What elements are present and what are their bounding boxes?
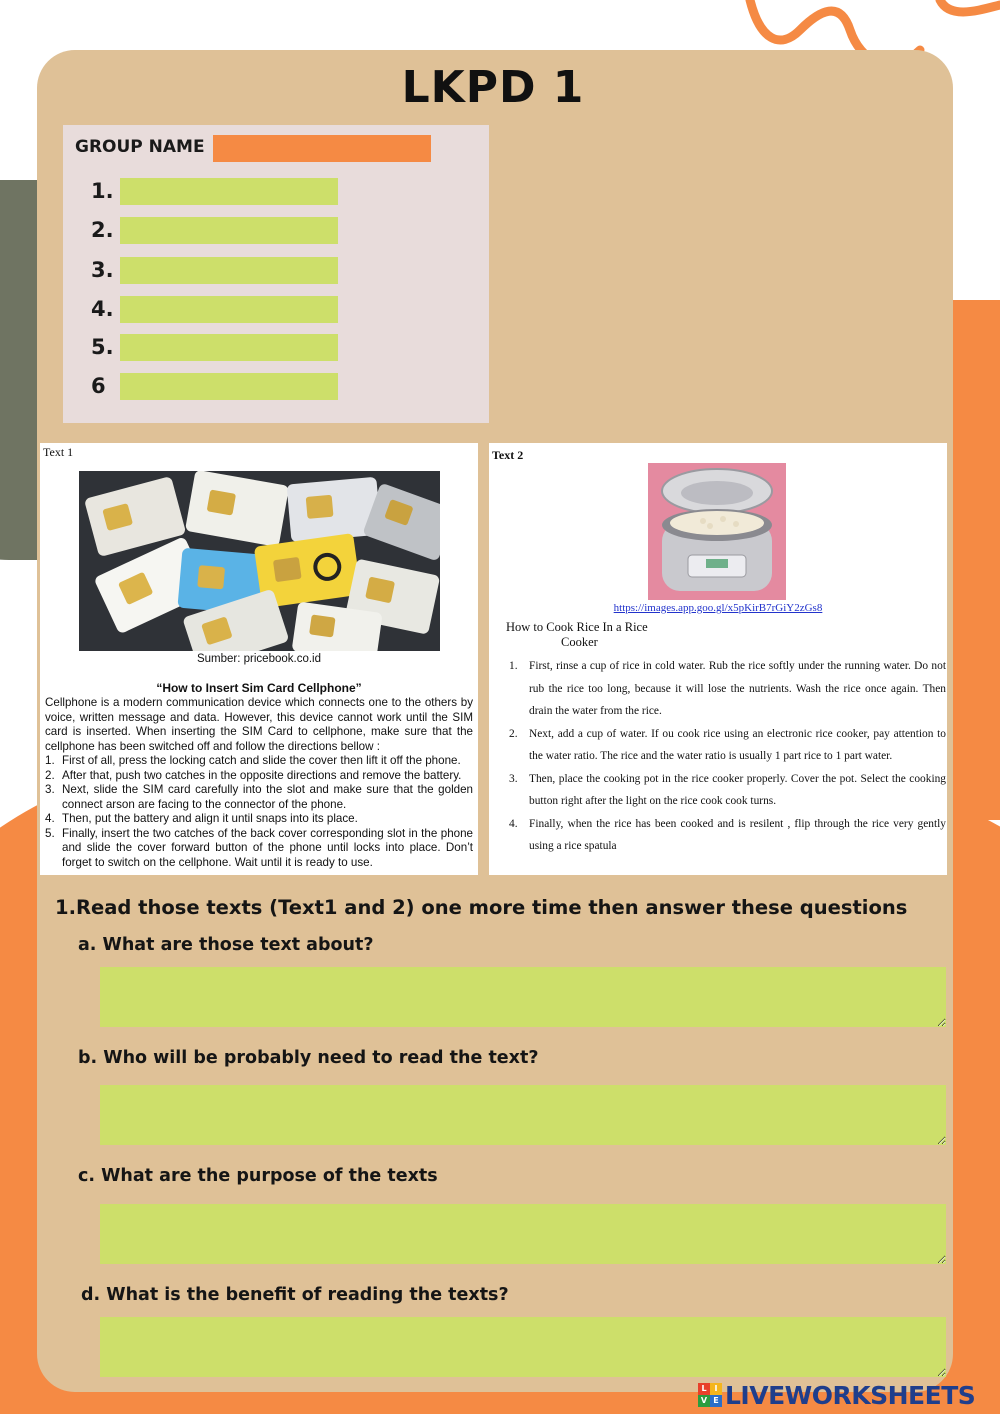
- member-row: [91, 334, 351, 361]
- list-item: [506, 768, 946, 813]
- step-text: Then, put the battery and align it until snaps into its place.: [62, 812, 358, 825]
- member-number: 1.: [91, 179, 114, 203]
- step-number: 2.: [509, 727, 518, 740]
- step-number: 5.: [45, 826, 55, 840]
- member-5-input[interactable]: [120, 334, 338, 361]
- logo-letter: I: [710, 1383, 722, 1395]
- image-source: Sumber: pricebook.co.id: [196, 653, 321, 665]
- member-number: 4.: [91, 297, 114, 321]
- step-text: Finally, when the rice has been cooked and is resilent , flip through the rice very gently using a rice spatula: [529, 817, 946, 852]
- text2-title-line: How to Cook Rice In a Rice: [506, 620, 648, 634]
- text2-title: [506, 620, 666, 650]
- liveworksheets-logo-icon: [698, 1383, 722, 1407]
- list-item: [45, 783, 473, 812]
- member-6-input[interactable]: [120, 373, 338, 400]
- step-text: Next, slide the SIM card carefully into the slot and make sure that the golden connect arson are facing to the connector of the phone.: [62, 783, 473, 811]
- questions-intro: 1.Read those texts (Text1 and 2) one more time then answer these questions: [55, 896, 908, 919]
- member-2-input[interactable]: [120, 217, 338, 244]
- group-box: [63, 125, 489, 423]
- step-number: 3.: [45, 783, 55, 796]
- list-item: [45, 754, 473, 769]
- member-row: [91, 373, 351, 400]
- list-item: [45, 812, 473, 827]
- step-text: First, rinse a cup of rice in cold water. Rub the rice softly under the running water. Do not rub the rice too long, because it will lose the nutrients. Wash the rice once again. Then drain the water from the rice.: [529, 660, 946, 717]
- step-number: 4.: [509, 817, 518, 830]
- group-name-input[interactable]: [213, 135, 431, 162]
- member-row: [91, 217, 351, 244]
- member-number: 5.: [91, 335, 114, 359]
- text1-tag: Text 1: [43, 445, 74, 459]
- member-3-input[interactable]: [120, 257, 338, 284]
- member-1-input[interactable]: [120, 178, 338, 205]
- logo-letter: E: [710, 1395, 722, 1407]
- rice-cooker-photo-icon: [648, 463, 786, 600]
- member-number: 6: [91, 374, 106, 398]
- text2-title-line: Cooker: [561, 635, 598, 649]
- step-number: 1.: [45, 754, 55, 767]
- step-number: 2.: [45, 768, 55, 782]
- list-item: [45, 827, 473, 871]
- step-text: After that, push two catches in the opposite directions and remove the battery.: [62, 768, 462, 782]
- text1-panel: [40, 443, 478, 875]
- text2-steps: [506, 655, 946, 858]
- logo-text: LIVEWORKSHEETS: [725, 1380, 976, 1410]
- question-d-label: d. What is the benefit of reading the texts?: [81, 1285, 509, 1305]
- member-row: [91, 178, 351, 205]
- logo-letter: V: [698, 1395, 710, 1407]
- member-row: [91, 296, 351, 323]
- member-number: 2.: [91, 218, 114, 242]
- text1-heading: “How to Insert Sim Card Cellphone”: [156, 681, 362, 695]
- step-number: 1.: [509, 660, 518, 672]
- liveworksheets-logo: [698, 1380, 975, 1410]
- member-row: [91, 257, 351, 284]
- answer-a-input[interactable]: [100, 967, 946, 1027]
- group-name-label: GROUP NAME: [75, 137, 205, 157]
- list-item: [506, 655, 946, 723]
- list-item: [506, 723, 946, 768]
- text1-intro: Cellphone is a modern communication device which connects one to the others by voice, written message and data. However, this device cannot work until the SIM card is inserted. When inserting the SIM Card to cellphone, make sure that the cellphone has been switched off and follow the directions bellow :: [45, 696, 473, 753]
- step-text: Next, add a cup of water. If ou cook rice using an electronic rice cooker, pay attention to the water ratio. The rice and the water ratio is usually 1 part rice to 1 part water.: [529, 727, 946, 762]
- list-item: [45, 769, 473, 784]
- logo-letter: L: [698, 1383, 710, 1395]
- answer-b-input[interactable]: [100, 1085, 946, 1145]
- question-a-label: a. What are those text about?: [78, 935, 374, 955]
- text1-steps: [45, 754, 473, 870]
- list-item: [506, 813, 946, 858]
- step-text: Then, place the cooking pot in the rice cooker properly. Cover the pot. Select the cooking button right after the light on the rice cook cook turns.: [529, 772, 946, 807]
- page-title: LKPD 1: [401, 62, 585, 113]
- member-number: 3.: [91, 258, 114, 282]
- answer-d-input[interactable]: [100, 1317, 946, 1377]
- image-source-link[interactable]: https://images.app.goo.gl/x5pKirB7rGiY2zGs8: [613, 602, 823, 614]
- step-number: 4.: [45, 812, 55, 825]
- question-b-label: b. Who will be probably need to read the text?: [78, 1048, 539, 1068]
- member-4-input[interactable]: [120, 296, 338, 323]
- step-text: Finally, insert the two catches of the back cover corresponding slot in the phone and slide the cover forward button of the phone until locks into place. Don’t forget to switch on the cellphone. Wait until it is ready to use.: [62, 826, 473, 869]
- question-c-label: c. What are the purpose of the texts: [78, 1166, 438, 1186]
- sim-cards-photo-icon: [79, 471, 440, 651]
- step-number: 3.: [509, 772, 518, 785]
- text2-tag: Text 2: [492, 448, 524, 462]
- text2-panel: [489, 443, 947, 875]
- step-text: First of all, press the locking catch and slide the cover then lift it off the phone.: [62, 754, 461, 767]
- answer-c-input[interactable]: [100, 1204, 946, 1264]
